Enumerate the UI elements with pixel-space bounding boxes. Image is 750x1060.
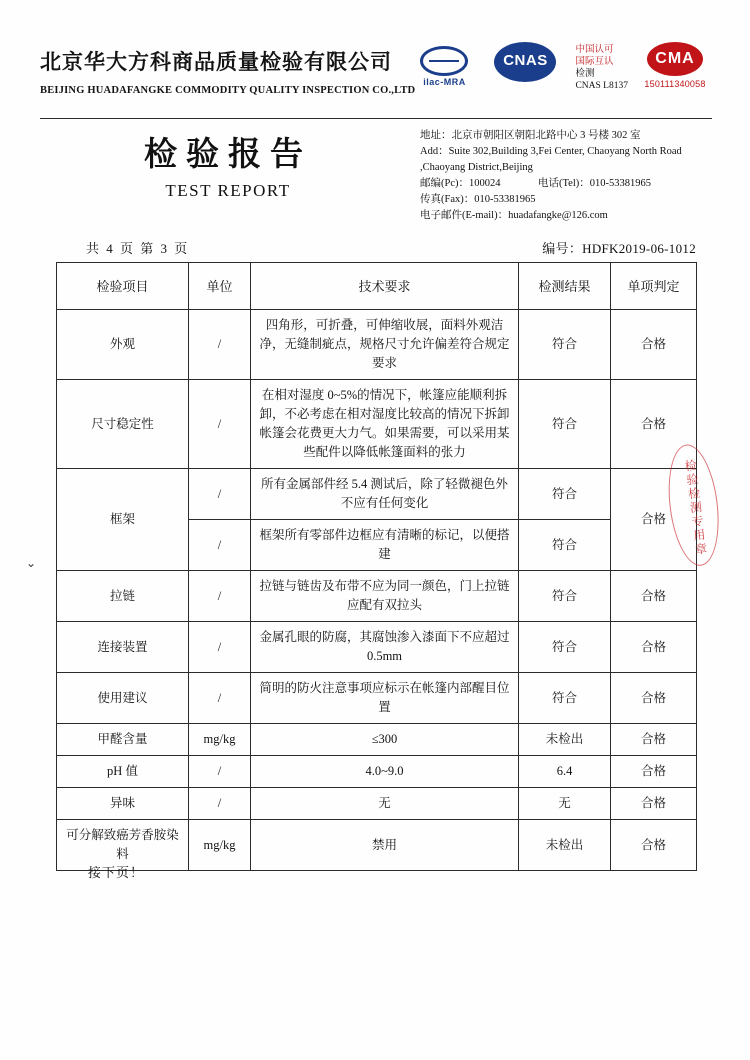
col-header-item: 检验项目: [57, 263, 189, 310]
email-row: [420, 208, 720, 224]
cell-unit: /: [189, 673, 251, 724]
table-row: [57, 820, 697, 871]
company-name-en: BEIJING HUADAFANGKE COMMODITY QUALITY INSPECTION CO.,LTD: [40, 85, 416, 96]
table-row: [57, 571, 697, 622]
cell-result: 未检出: [519, 820, 611, 871]
cnas-label: CNAS: [503, 52, 548, 69]
cell-result: 符合: [519, 673, 611, 724]
email-label: 电子邮件(E-mail)：: [420, 210, 509, 221]
cell-requirement: 所有金属部件经 5.4 测试后，除了轻微褪色外不应有任何变化: [251, 469, 519, 520]
cell-requirement: 禁用: [251, 820, 519, 871]
table-row: [57, 756, 697, 788]
cell-unit: /: [189, 469, 251, 520]
cell-result: 符合: [519, 469, 611, 520]
cell-verdict: 合格: [611, 469, 697, 571]
address-cn-row: [420, 128, 720, 144]
report-title-cn: 检验报告: [144, 137, 312, 173]
cell-requirement: 简明的防火注意事项应标示在帐篷内部醒目位置: [251, 673, 519, 724]
cell-requirement: 在相对湿度 0~5%的情况下，帐篷应能顺利拆卸，不必考虑在相对湿度比较高的情况下拆卸帐篷会花费更大力气。如果需要，可以采用某些配件以降低帐篷面料的张力: [251, 380, 519, 469]
address-en-row: [420, 144, 720, 176]
tel-value: 010-53381965: [589, 178, 652, 189]
cell-verdict: 合格: [611, 380, 697, 469]
recognition-line-4: CNAS L8137: [575, 81, 628, 91]
report-number: [542, 238, 696, 257]
cell-result: 符合: [519, 571, 611, 622]
cell-result: 无: [519, 788, 611, 820]
cell-unit: /: [189, 310, 251, 380]
cell-result: 未检出: [519, 724, 611, 756]
cell-item: pH 值: [57, 756, 189, 788]
cell-result: 6.4: [519, 756, 611, 788]
cell-item: 使用建议: [57, 673, 189, 724]
postcode-value: 100024: [469, 178, 501, 189]
table-row: [57, 380, 697, 469]
postcode-label: 邮编(Pc)：: [420, 178, 469, 189]
table-row: [57, 469, 697, 520]
cell-item: 连接装置: [57, 622, 189, 673]
address-cn-value: 北京市朝阳区朝阳北路中心 3 号楼 302 室: [451, 130, 641, 141]
cell-verdict: 合格: [611, 571, 697, 622]
company-name-cn: 北京华大方科商品质量检验有限公司: [40, 50, 392, 74]
seal-text: 检验检测专用章: [682, 458, 709, 558]
address-cn-label: 地址：: [420, 130, 452, 141]
cell-result: 符合: [519, 310, 611, 380]
address-en-value: Suite 302,Building 3,Fei Center, Chaoyang North Road ,Chaoyang District,Beijing: [420, 146, 682, 173]
cell-unit: /: [189, 622, 251, 673]
cell-verdict: 合格: [611, 788, 697, 820]
recognition-line-3: 检测: [575, 69, 595, 79]
cell-requirement: 拉链与链齿及布带不应为同一颜色，门上拉链应配有双拉头: [251, 571, 519, 622]
cell-verdict: 合格: [611, 673, 697, 724]
cell-result: 符合: [519, 380, 611, 469]
cell-requirement: 4.0~9.0: [251, 756, 519, 788]
cell-item: 可分解致癌芳香胺染料: [57, 820, 189, 871]
cma-badge-icon: CMA: [647, 42, 703, 76]
company-contact-block: [420, 128, 720, 224]
table-row: [57, 622, 697, 673]
cell-verdict: 合格: [611, 622, 697, 673]
cell-requirement: 金属孔眼的防腐，其腐蚀渗入漆面下不应超过 0.5mm: [251, 622, 519, 673]
cell-requirement: 框架所有零部件边框应有清晰的标记，以便搭建: [251, 520, 519, 571]
cell-unit: /: [189, 571, 251, 622]
cell-unit: /: [189, 380, 251, 469]
cnas-logo: [487, 42, 563, 82]
cell-item: 外观: [57, 310, 189, 380]
report-title-block: [78, 128, 378, 201]
report-number-label: 编号：: [542, 241, 583, 256]
fax-value: 010-53381965: [474, 194, 536, 205]
col-header-verdict: 单项判定: [611, 263, 697, 310]
table-row: [57, 724, 697, 756]
cell-item: 框架: [57, 469, 189, 571]
page-count: 共 4 页 第 3 页: [86, 241, 190, 256]
col-header-unit: 单位: [189, 263, 251, 310]
col-header-requirement: 技术要求: [251, 263, 519, 310]
table-header-row: [57, 263, 697, 310]
cnas-recognition-text: [575, 42, 628, 92]
fax-label: 传真(Fax)：: [420, 194, 475, 205]
cell-verdict: 合格: [611, 724, 697, 756]
cell-requirement: ≤300: [251, 724, 519, 756]
cell-item: 异味: [57, 788, 189, 820]
cell-result: 符合: [519, 622, 611, 673]
recognition-line-2: 国际互认: [575, 57, 614, 67]
document-header: [40, 46, 710, 118]
recognition-line-1: 中国认可: [575, 45, 614, 55]
cma-code: 150111340058: [644, 79, 706, 89]
postcode-tel-row: [420, 176, 720, 192]
cma-logo: [640, 42, 710, 89]
cell-unit: /: [189, 788, 251, 820]
cell-unit: /: [189, 756, 251, 788]
table-row: [57, 310, 697, 380]
cnas-circle-icon: [494, 42, 556, 82]
cell-verdict: 合格: [611, 820, 697, 871]
tel-label: 电话(Tel)：: [538, 178, 590, 189]
cell-requirement: 四角形，可折叠，可伸缩收展，面料外观洁净，无缝制疵点，规格尺寸允许偏差符合规定要求: [251, 310, 519, 380]
ilac-mra-logo: [413, 42, 475, 87]
test-results-table: [56, 262, 697, 871]
table-row: [57, 788, 697, 820]
report-number-value: HDFK2019-06-1012: [582, 241, 696, 256]
email-value: huadafangke@126.com: [508, 210, 608, 221]
accreditation-logos: [413, 42, 710, 92]
col-header-result: 检测结果: [519, 263, 611, 310]
cell-item: 拉链: [57, 571, 189, 622]
continued-note: 接下页！: [88, 865, 145, 880]
margin-mark: ⌄: [26, 556, 37, 570]
cell-verdict: 合格: [611, 310, 697, 380]
fax-row: [420, 192, 720, 208]
cell-item: 甲醛含量: [57, 724, 189, 756]
cell-unit: /: [189, 520, 251, 571]
table-row: [57, 673, 697, 724]
cell-item: 尺寸稳定性: [57, 380, 189, 469]
header-divider: [40, 118, 712, 119]
cell-result: 符合: [519, 520, 611, 571]
cell-unit: mg/kg: [189, 820, 251, 871]
cell-requirement: 无: [251, 788, 519, 820]
ilac-ring-icon: [420, 46, 468, 76]
report-title-en: TEST REPORT: [165, 181, 291, 200]
cell-verdict: 合格: [611, 756, 697, 788]
cell-unit: mg/kg: [189, 724, 251, 756]
ilac-label: ilac-MRA: [423, 77, 466, 87]
address-en-label: Add：: [420, 146, 449, 157]
